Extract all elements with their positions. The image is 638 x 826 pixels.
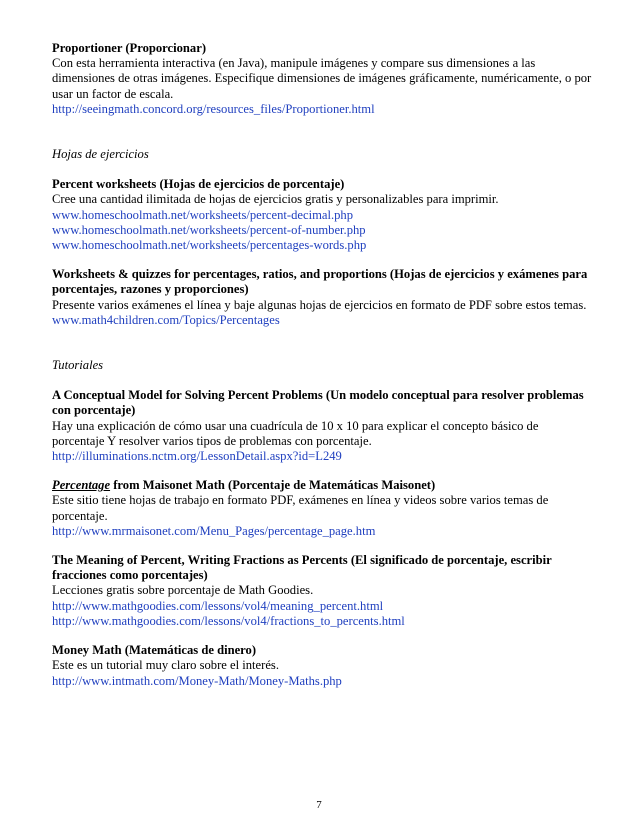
entry-title: A Conceptual Model for Solving Percent Problems (Un modelo conceptual para resolver problemas con porcentaje) [52, 388, 584, 418]
resource-entry [52, 388, 592, 464]
entry-description: Lecciones gratis sobre porcentaje de Math Goodies. [52, 583, 314, 598]
entry-description: Cree una cantidad ilimitada de hojas de ejercicios gratis y personalizables para imprimir. [52, 192, 499, 207]
entry-title: Proportioner (Proporcionar) [52, 41, 207, 55]
section-heading-worksheets: Hojas de ejercicios [52, 147, 149, 162]
entry-link[interactable]: www.math4children.com/Topics/Percentages [52, 312, 280, 327]
entry-title: Percent worksheets (Hojas de ejercicios de porcentaje) [52, 177, 345, 192]
resource-entry [52, 643, 592, 689]
entry-title: Worksheets & quizzes for percentages, ratios, and proportions (Hojas de ejercicios y exámenes para porcentajes, razones y proporciones) [52, 267, 588, 297]
entry-title-rest: from Maisonet Math (Porcentaje de Matemáticas Maisonet) [110, 478, 436, 493]
entry-description: Este es un tutorial muy claro sobre el interés. [52, 658, 279, 673]
resource-entry [52, 267, 592, 328]
entry-description: Hay una explicación de cómo usar una cuadrícula de 10 x 10 para explicar el concepto básico de porcentaje Y resolver varios tipos de problemas con porcentaje. [52, 418, 539, 448]
entry-link[interactable]: http://illuminations.nctm.org/LessonDetail.aspx?id=L249 [52, 449, 342, 464]
entry-link[interactable]: http://www.intmath.com/Money-Math/Money-Maths.php [52, 673, 342, 688]
entry-description: Con esta herramienta interactiva (en Java), manipule imágenes y compare sus dimensiones a las dimensiones de otras imágenes. Especifique dimensiones de imágenes gráficamente, numéricamente, o por usar un factor de escala. [52, 56, 592, 101]
resource-entry [52, 177, 592, 253]
entry-title: The Meaning of Percent, Writing Fractions as Percents (El significado de porcentaje, escribir fracciones como porcentajes) [52, 553, 552, 583]
document-page [52, 41, 592, 703]
entry-link[interactable]: http://www.mathgoodies.com/lessons/vol4/meaning_percent.html [52, 598, 384, 613]
entry-link[interactable]: http://seeingmath.concord.org/resources_files/Proportioner.html [52, 101, 375, 116]
entry-description: Este sitio tiene hojas de trabajo en formato PDF, exámenes en línea y videos sobre varios temas de porcentaje. [52, 493, 549, 523]
entry-description: Presente varios exámenes el línea y baje algunas hojas de ejercicios en formato de PDF sobre estos temas. [52, 297, 587, 312]
resource-entry [52, 41, 592, 117]
entry-link[interactable]: www.homeschoolmath.net/worksheets/percent-decimal.php [52, 207, 353, 222]
entry-link[interactable]: http://www.mathgoodies.com/lessons/vol4/fractions_to_percents.html [52, 613, 405, 628]
entry-title [52, 478, 592, 493]
entry-title: Money Math (Matemáticas de dinero) [52, 643, 257, 658]
resource-group [52, 177, 592, 328]
page-number: 7 [316, 799, 322, 811]
resource-entry [52, 553, 592, 629]
entry-link[interactable]: www.homeschoolmath.net/worksheets/percentages-words.php [52, 238, 367, 253]
resource-group [52, 553, 592, 689]
resource-entry-maisonet [52, 478, 592, 539]
resource-group [52, 41, 592, 117]
entry-link[interactable]: http://www.mrmaisonet.com/Menu_Pages/percentage_page.htm [52, 523, 376, 538]
entry-link[interactable]: www.homeschoolmath.net/worksheets/percent-of-number.php [52, 222, 366, 237]
entry-title-italic: Percentage [52, 478, 111, 493]
section-heading-tutorials: Tutoriales [52, 358, 104, 373]
resource-group [52, 388, 592, 464]
